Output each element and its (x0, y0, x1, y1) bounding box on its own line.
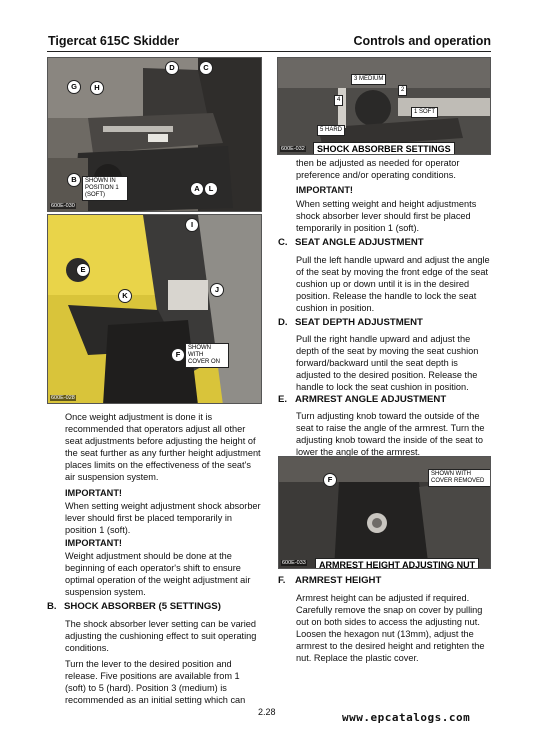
setting-4: 4 (334, 95, 343, 106)
shock-absorber-photo (277, 57, 491, 155)
chapter-title: Controls and operation (353, 34, 491, 48)
callout-e: E (76, 263, 90, 277)
seat-top-photo (47, 57, 262, 212)
callout-c: C (199, 61, 213, 75)
setting-5-hard: 5 HARD (317, 125, 345, 136)
callout-f: F (323, 473, 337, 487)
callout-i: I (185, 218, 199, 232)
callout-f: F (171, 348, 185, 362)
armrest-photo (278, 456, 491, 569)
callout-g: G (67, 80, 81, 94)
photo-code: 600E-030 (51, 203, 75, 209)
armrest-caption: ARMREST HEIGHT ADJUSTING NUT (315, 558, 479, 569)
section-heading-f: F. ARMREST HEIGHT (278, 575, 382, 586)
photo-code: 600E-028 (51, 395, 75, 401)
cover-note: SHOWN WITH COVER ON (185, 343, 229, 368)
shock-caption: SHOCK ABSORBER SETTINGS (313, 142, 455, 155)
paragraph: Armrest height can be adjusted if required. Carefully remove the snap on cover by pulling out on both sides to access the adjusting nut. Loosen the hexagon nut (13mm), adjust the armrest to the desired height and retighten the nut. Replace the plastic cover. (296, 593, 485, 664)
document-title: Tigercat 615C Skidder (48, 34, 180, 48)
paragraph: Pull the left handle upward and adjust the angle of the seat by moving the front edge of the seat cushion up or down until it is in the desired position. Release the handle to lock the seat cushion in position. (296, 255, 490, 314)
photo-code: 600E-033 (282, 560, 306, 566)
paragraph: Turn adjusting knob toward the outside of the seat to raise the angle of the armrest. Turn the adjusting knob toward the inside of the seat to lower the angle of the armrest. (296, 411, 485, 458)
callout-b: B (67, 173, 81, 187)
setting-2: 2 (398, 85, 407, 96)
paragraph: When setting weight and height adjustments shock absorber lever should first be placed temporarily in position 1 (soft). (296, 199, 477, 234)
paragraph: Once weight adjustment is done it is recommended that operators adjust all other seat adjustments before adjusting the height of the seat further as any further height adjustment places limits on the effectiveness of the seat's air suspension system. (65, 412, 261, 483)
section-heading-b: B. SHOCK ABSORBER (5 SETTINGS) (47, 601, 221, 612)
photo-code: 600E-032 (281, 146, 305, 152)
paragraph: When setting weight adjustment shock absorber lever should first be placed temporarily in position 1 (soft). (65, 501, 261, 536)
position-note: SHOWN IN POSITION 1 (SOFT) (82, 176, 128, 201)
paragraph: then be adjusted as needed for operator preference and/or operating conditions. (296, 158, 460, 181)
setting-3-medium: 3 MEDIUM (351, 74, 386, 85)
callout-l: L (204, 182, 218, 196)
header-rule (47, 51, 491, 52)
section-heading-e: E. ARMREST ANGLE ADJUSTMENT (278, 394, 447, 405)
section-heading-c: C. SEAT ANGLE ADJUSTMENT (278, 237, 424, 248)
paragraph: The shock absorber lever setting can be varied adjusting the cushioning effect to suit operating conditions. (65, 619, 257, 654)
important-label: IMPORTANT! (296, 185, 353, 195)
paragraph: Pull the right handle upward and adjust the depth of the seat by moving the seat cushion forward/backward until the seat depth is adjusted to the desired position. Release the handle to lock the seat cushion in position. (296, 334, 479, 393)
callout-k: K (118, 289, 132, 303)
important-label: IMPORTANT! (65, 488, 122, 498)
watermark-url: www.epcatalogs.com (342, 711, 471, 724)
paragraph: Turn the lever to the desired position and release. Five positions are available from 1 (soft) to 5 (hard). Position 3 (medium) is recommended as an initial setting which can (65, 659, 246, 706)
section-heading-d: D. SEAT DEPTH ADJUSTMENT (278, 317, 423, 328)
callout-a: A (190, 182, 204, 196)
setting-1-soft: 1 SOFT (411, 107, 438, 118)
important-label: IMPORTANT! (65, 538, 122, 548)
seat-side-photo (47, 214, 262, 404)
callout-j: J (210, 283, 224, 297)
paragraph: Weight adjustment should be done at the beginning of each operator's shift to ensure optimal operation of the weight adjustment air suspension system. (65, 551, 251, 598)
callout-h: H (90, 81, 104, 95)
callout-d: D (165, 61, 179, 75)
page-number: 2.28 (258, 707, 276, 717)
cover-removed-note: SHOWN WITH COVER REMOVED (428, 469, 491, 487)
